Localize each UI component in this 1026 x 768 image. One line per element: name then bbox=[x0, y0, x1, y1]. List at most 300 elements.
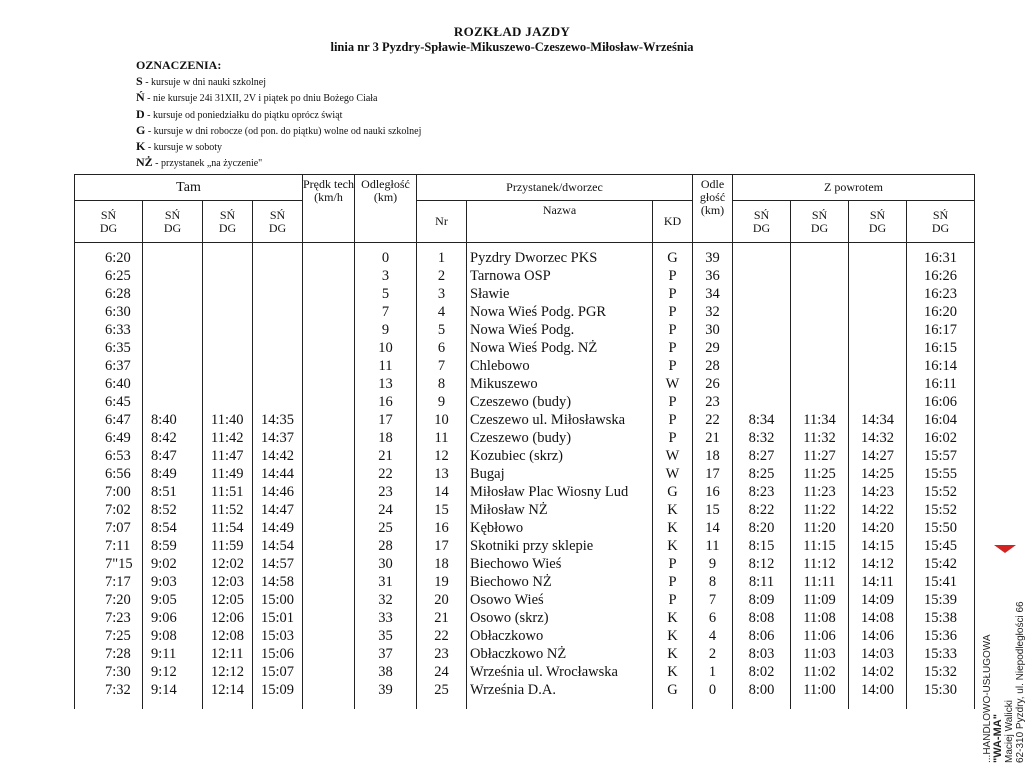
table-row bbox=[75, 663, 975, 681]
departure-time: 12:11 bbox=[203, 645, 253, 663]
stop-number: 7 bbox=[417, 357, 467, 375]
distance-cell: 32 bbox=[355, 591, 417, 609]
departure-time: 14:47 bbox=[253, 501, 303, 519]
return-time: 8:02 bbox=[733, 663, 791, 681]
stop-name: Czeszewo ul. Miłosławska bbox=[467, 411, 653, 429]
return-time: 14:11 bbox=[849, 573, 907, 591]
departure-time bbox=[203, 339, 253, 357]
stop-number: 13 bbox=[417, 465, 467, 483]
departure-time bbox=[143, 303, 203, 321]
table-row bbox=[75, 681, 975, 709]
distance-cell: 38 bbox=[355, 663, 417, 681]
legend-text: - kursuje w dni nauki szkolnej bbox=[142, 77, 266, 89]
table-row bbox=[75, 303, 975, 321]
legend-code: D bbox=[136, 106, 145, 121]
departure-time bbox=[203, 267, 253, 285]
table-row bbox=[75, 501, 975, 519]
stop-number: 25 bbox=[417, 681, 467, 709]
return-time: 16:11 bbox=[907, 375, 975, 393]
departure-time bbox=[253, 285, 303, 303]
legend-code: NŻ bbox=[136, 155, 153, 170]
departure-time: 11:52 bbox=[203, 501, 253, 519]
return-time: 16:15 bbox=[907, 339, 975, 357]
return-time: 15:33 bbox=[907, 645, 975, 663]
return-time bbox=[733, 357, 791, 375]
table-row bbox=[75, 537, 975, 555]
return-time: 8:08 bbox=[733, 609, 791, 627]
stop-number: 22 bbox=[417, 627, 467, 645]
stop-number: 8 bbox=[417, 375, 467, 393]
legend-item bbox=[136, 139, 421, 155]
departure-time: 7:00 bbox=[75, 483, 143, 501]
return-time bbox=[733, 285, 791, 303]
stamp-text bbox=[982, 543, 1026, 763]
departure-time: 11:47 bbox=[203, 447, 253, 465]
stop-number: 20 bbox=[417, 591, 467, 609]
departure-time: 14:49 bbox=[253, 519, 303, 537]
stop-name: Sławie bbox=[467, 285, 653, 303]
speed-cell bbox=[303, 573, 355, 591]
return-time: 15:30 bbox=[907, 681, 975, 709]
distance-return-cell: 17 bbox=[693, 465, 733, 483]
header-sn-dg bbox=[849, 201, 907, 243]
stamp-line: Maciej Walicki bbox=[1004, 700, 1015, 763]
stop-number: 5 bbox=[417, 321, 467, 339]
stop-name: Września D.A. bbox=[467, 681, 653, 709]
header-sn: SŃ bbox=[100, 207, 117, 222]
return-time: 8:03 bbox=[733, 645, 791, 663]
departure-time: 6:45 bbox=[75, 393, 143, 411]
departure-time: 7"15 bbox=[75, 555, 143, 573]
return-time: 11:12 bbox=[791, 555, 849, 573]
return-time: 15:57 bbox=[907, 447, 975, 465]
speed-cell bbox=[303, 303, 355, 321]
distance-return-cell: 16 bbox=[693, 483, 733, 501]
table-row bbox=[75, 393, 975, 411]
return-time bbox=[733, 321, 791, 339]
departure-time: 7:30 bbox=[75, 663, 143, 681]
header-sn: SŃ bbox=[219, 207, 236, 222]
table-row bbox=[75, 357, 975, 375]
return-time: 14:03 bbox=[849, 645, 907, 663]
table-row bbox=[75, 519, 975, 537]
departure-time: 12:05 bbox=[203, 591, 253, 609]
distance-return-cell: 8 bbox=[693, 573, 733, 591]
header-przystanek: Przystanek/dworzec bbox=[417, 175, 693, 201]
distance-cell: 0 bbox=[355, 243, 417, 268]
table-row bbox=[75, 591, 975, 609]
departure-time: 9:11 bbox=[143, 645, 203, 663]
stop-kd: W bbox=[653, 447, 693, 465]
return-time: 16:20 bbox=[907, 303, 975, 321]
header-sn-dg bbox=[75, 201, 143, 243]
return-time: 8:32 bbox=[733, 429, 791, 447]
return-time: 14:23 bbox=[849, 483, 907, 501]
stop-kd: G bbox=[653, 243, 693, 268]
departure-time: 9:05 bbox=[143, 591, 203, 609]
distance-return-cell: 2 bbox=[693, 645, 733, 663]
header-powrot: Z powrotem bbox=[733, 175, 975, 201]
departure-time bbox=[143, 339, 203, 357]
return-time bbox=[791, 393, 849, 411]
return-time: 8:25 bbox=[733, 465, 791, 483]
stop-kd: P bbox=[653, 339, 693, 357]
distance-cell: 21 bbox=[355, 447, 417, 465]
table-row bbox=[75, 243, 975, 268]
speed-cell bbox=[303, 501, 355, 519]
return-time bbox=[849, 321, 907, 339]
distance-return-cell: 32 bbox=[693, 303, 733, 321]
speed-cell bbox=[303, 519, 355, 537]
return-time: 15:41 bbox=[907, 573, 975, 591]
stop-name: Miłosław NŻ bbox=[467, 501, 653, 519]
departure-time bbox=[253, 339, 303, 357]
return-time bbox=[849, 339, 907, 357]
return-time bbox=[733, 375, 791, 393]
stop-number: 19 bbox=[417, 573, 467, 591]
stop-number: 4 bbox=[417, 303, 467, 321]
departure-time: 7:17 bbox=[75, 573, 143, 591]
return-time: 14:15 bbox=[849, 537, 907, 555]
distance-cell: 9 bbox=[355, 321, 417, 339]
stop-kd: P bbox=[653, 267, 693, 285]
table-row bbox=[75, 645, 975, 663]
stop-kd: P bbox=[653, 321, 693, 339]
header-dg: DG bbox=[868, 220, 887, 235]
stop-kd: P bbox=[653, 429, 693, 447]
return-time: 14:34 bbox=[849, 411, 907, 429]
departure-time bbox=[253, 393, 303, 411]
legend-text: - kursuje w soboty bbox=[145, 142, 223, 154]
header-sn: SŃ bbox=[753, 207, 770, 222]
stop-kd: P bbox=[653, 555, 693, 573]
return-time bbox=[791, 303, 849, 321]
header-sn-dg bbox=[253, 201, 303, 243]
table-row bbox=[75, 429, 975, 447]
departure-time bbox=[143, 267, 203, 285]
distance-cell: 5 bbox=[355, 285, 417, 303]
return-time: 14:08 bbox=[849, 609, 907, 627]
table-row bbox=[75, 627, 975, 645]
document-title: ROZKŁAD JAZDY bbox=[453, 24, 571, 39]
stop-number: 11 bbox=[417, 429, 467, 447]
return-time bbox=[791, 339, 849, 357]
header-dg: DG bbox=[752, 220, 771, 235]
departure-time: 8:51 bbox=[143, 483, 203, 501]
departure-time bbox=[253, 375, 303, 393]
table-row bbox=[75, 375, 975, 393]
departure-time: 11:40 bbox=[203, 411, 253, 429]
return-time: 14:09 bbox=[849, 591, 907, 609]
departure-time bbox=[203, 393, 253, 411]
header-tam: Tam bbox=[75, 175, 303, 201]
stop-name: Kębłowo bbox=[467, 519, 653, 537]
return-time: 11:15 bbox=[791, 537, 849, 555]
return-time: 15:36 bbox=[907, 627, 975, 645]
stop-number: 6 bbox=[417, 339, 467, 357]
table-row bbox=[75, 609, 975, 627]
distance-cell: 23 bbox=[355, 483, 417, 501]
distance-cell: 30 bbox=[355, 555, 417, 573]
speed-cell bbox=[303, 681, 355, 709]
header-nr: Nr bbox=[417, 201, 467, 243]
return-time: 16:26 bbox=[907, 267, 975, 285]
departure-time: 15:00 bbox=[253, 591, 303, 609]
return-time: 11:09 bbox=[791, 591, 849, 609]
departure-time bbox=[143, 375, 203, 393]
return-time: 15:32 bbox=[907, 663, 975, 681]
return-time: 11:03 bbox=[791, 645, 849, 663]
return-time: 11:23 bbox=[791, 483, 849, 501]
stop-name: Kozubiec (skrz) bbox=[467, 447, 653, 465]
legend-code: Ń bbox=[136, 90, 145, 105]
departure-time bbox=[143, 393, 203, 411]
stop-number: 23 bbox=[417, 645, 467, 663]
speed-cell bbox=[303, 465, 355, 483]
departure-time: 7:07 bbox=[75, 519, 143, 537]
return-time: 14:22 bbox=[849, 501, 907, 519]
stop-name: Biechowo Wieś bbox=[467, 555, 653, 573]
distance-return-cell: 15 bbox=[693, 501, 733, 519]
return-time: 11:22 bbox=[791, 501, 849, 519]
return-time bbox=[849, 243, 907, 268]
departure-time: 11:54 bbox=[203, 519, 253, 537]
departure-time: 9:06 bbox=[143, 609, 203, 627]
return-time bbox=[791, 357, 849, 375]
return-time: 16:04 bbox=[907, 411, 975, 429]
departure-time: 15:01 bbox=[253, 609, 303, 627]
stop-name: Września ul. Wrocławska bbox=[467, 663, 653, 681]
header-dg: DG bbox=[810, 220, 829, 235]
stop-kd: K bbox=[653, 627, 693, 645]
departure-time: 8:52 bbox=[143, 501, 203, 519]
stop-kd: P bbox=[653, 411, 693, 429]
distance-cell: 22 bbox=[355, 465, 417, 483]
departure-time bbox=[143, 285, 203, 303]
legend-code: G bbox=[136, 122, 146, 137]
stop-number: 10 bbox=[417, 411, 467, 429]
stop-name: Obłaczkowo NŻ bbox=[467, 645, 653, 663]
stop-number: 3 bbox=[417, 285, 467, 303]
departure-time: 11:51 bbox=[203, 483, 253, 501]
departure-time: 6:35 bbox=[75, 339, 143, 357]
stop-kd: G bbox=[653, 681, 693, 709]
departure-time: 14:37 bbox=[253, 429, 303, 447]
stop-name: Osowo Wieś bbox=[467, 591, 653, 609]
distance-cell: 7 bbox=[355, 303, 417, 321]
return-time: 11:32 bbox=[791, 429, 849, 447]
departure-time: 12:03 bbox=[203, 573, 253, 591]
distance-cell: 35 bbox=[355, 627, 417, 645]
stamp-line: ...HANDLOWO-USŁUGOWA bbox=[982, 634, 993, 763]
departure-time: 12:14 bbox=[203, 681, 253, 709]
speed-cell bbox=[303, 627, 355, 645]
stop-name: Mikuszewo bbox=[467, 375, 653, 393]
departure-time: 14:54 bbox=[253, 537, 303, 555]
return-time: 16:06 bbox=[907, 393, 975, 411]
timetable-body bbox=[75, 243, 975, 710]
header-dg: DG bbox=[931, 220, 950, 235]
distance-return-cell: 29 bbox=[693, 339, 733, 357]
departure-time: 7:32 bbox=[75, 681, 143, 709]
stop-name: Pyzdry Dworzec PKS bbox=[467, 243, 653, 268]
departure-time bbox=[143, 321, 203, 339]
return-time: 15:50 bbox=[907, 519, 975, 537]
distance-return-cell: 30 bbox=[693, 321, 733, 339]
return-time: 8:06 bbox=[733, 627, 791, 645]
return-time: 14:00 bbox=[849, 681, 907, 709]
speed-cell bbox=[303, 447, 355, 465]
table-row bbox=[75, 483, 975, 501]
return-time bbox=[733, 243, 791, 268]
return-time: 8:27 bbox=[733, 447, 791, 465]
departure-time bbox=[203, 375, 253, 393]
stop-name: Biechowo NŻ bbox=[467, 573, 653, 591]
departure-time: 6:25 bbox=[75, 267, 143, 285]
distance-return-cell: 23 bbox=[693, 393, 733, 411]
distance-return-cell: 39 bbox=[693, 243, 733, 268]
stop-kd: K bbox=[653, 663, 693, 681]
return-time: 14:12 bbox=[849, 555, 907, 573]
departure-time: 12:12 bbox=[203, 663, 253, 681]
stop-name: Nowa Wieś Podg. PGR bbox=[467, 303, 653, 321]
return-time: 11:08 bbox=[791, 609, 849, 627]
distance-cell: 18 bbox=[355, 429, 417, 447]
departure-time: 11:49 bbox=[203, 465, 253, 483]
return-time bbox=[849, 393, 907, 411]
departure-time bbox=[253, 321, 303, 339]
return-time bbox=[849, 375, 907, 393]
stamp-line: "WA-MA" bbox=[992, 714, 1004, 763]
legend-item bbox=[136, 123, 421, 139]
stop-name: Bugaj bbox=[467, 465, 653, 483]
departure-time: 6:33 bbox=[75, 321, 143, 339]
legend-heading: OZNACZENIA: bbox=[136, 58, 222, 72]
legend-text: - przystanek „na życzenie" bbox=[152, 158, 263, 170]
distance-return-cell: 0 bbox=[693, 681, 733, 709]
company-stamp bbox=[980, 545, 1024, 765]
speed-cell bbox=[303, 321, 355, 339]
distance-return-cell: 34 bbox=[693, 285, 733, 303]
return-time: 8:00 bbox=[733, 681, 791, 709]
stop-number: 24 bbox=[417, 663, 467, 681]
header-odleglosc-2: Odle głość (km) bbox=[693, 175, 733, 243]
distance-return-cell: 6 bbox=[693, 609, 733, 627]
return-time bbox=[733, 339, 791, 357]
departure-time: 7:25 bbox=[75, 627, 143, 645]
departure-time: 7:11 bbox=[75, 537, 143, 555]
document-subtitle: linia nr 3 Pyzdry-Spławie-Mikuszewo-Czeszewo-Miłosław-Września bbox=[330, 40, 694, 54]
return-time: 15:52 bbox=[907, 501, 975, 519]
speed-cell bbox=[303, 555, 355, 573]
stop-number: 17 bbox=[417, 537, 467, 555]
return-time: 8:09 bbox=[733, 591, 791, 609]
departure-time: 6:56 bbox=[75, 465, 143, 483]
header-sn: SŃ bbox=[164, 207, 181, 222]
speed-cell bbox=[303, 393, 355, 411]
stop-kd: P bbox=[653, 393, 693, 411]
speed-cell bbox=[303, 537, 355, 555]
departure-time: 12:06 bbox=[203, 609, 253, 627]
return-time: 11:02 bbox=[791, 663, 849, 681]
return-time: 11:25 bbox=[791, 465, 849, 483]
return-time: 15:42 bbox=[907, 555, 975, 573]
departure-time: 15:09 bbox=[253, 681, 303, 709]
speed-cell bbox=[303, 609, 355, 627]
header-dg: DG bbox=[163, 220, 182, 235]
header-dg: DG bbox=[218, 220, 237, 235]
return-time bbox=[733, 393, 791, 411]
stop-number: 21 bbox=[417, 609, 467, 627]
departure-time: 6:49 bbox=[75, 429, 143, 447]
header-sn: SŃ bbox=[932, 207, 949, 222]
legend-item bbox=[136, 74, 421, 90]
legend-text: - kursuje w dni robocze (od pon. do piątku) wolne od nauki szkolnej bbox=[145, 125, 422, 137]
return-time: 11:06 bbox=[791, 627, 849, 645]
distance-return-cell: 7 bbox=[693, 591, 733, 609]
return-time: 14:25 bbox=[849, 465, 907, 483]
speed-cell bbox=[303, 591, 355, 609]
legend-item bbox=[136, 155, 421, 171]
stop-number: 2 bbox=[417, 267, 467, 285]
departure-time bbox=[253, 267, 303, 285]
table-row bbox=[75, 285, 975, 303]
return-time: 8:11 bbox=[733, 573, 791, 591]
legend-text: - nie kursuje 24i 31XII, 2V i piątek po dniu Bożego Ciała bbox=[144, 93, 378, 105]
legend-text: - kursuje od poniedziałku do piątku oprócz świąt bbox=[144, 109, 343, 121]
departure-time: 11:59 bbox=[203, 537, 253, 555]
stop-name: Czeszewo (budy) bbox=[467, 429, 653, 447]
return-time: 8:34 bbox=[733, 411, 791, 429]
header-kd: KD bbox=[653, 201, 693, 243]
departure-time: 9:14 bbox=[143, 681, 203, 709]
return-time: 11:34 bbox=[791, 411, 849, 429]
departure-time: 6:30 bbox=[75, 303, 143, 321]
return-time: 16:31 bbox=[907, 243, 975, 268]
return-time: 8:23 bbox=[733, 483, 791, 501]
stop-name: Osowo (skrz) bbox=[467, 609, 653, 627]
distance-cell: 10 bbox=[355, 339, 417, 357]
return-time bbox=[791, 375, 849, 393]
stop-name: Miłosław Plac Wiosny Lud bbox=[467, 483, 653, 501]
header-sn-dg bbox=[733, 201, 791, 243]
departure-time: 9:02 bbox=[143, 555, 203, 573]
departure-time bbox=[203, 285, 253, 303]
departure-time: 6:37 bbox=[75, 357, 143, 375]
stop-number: 9 bbox=[417, 393, 467, 411]
legend-item bbox=[136, 90, 421, 106]
departure-time: 8:42 bbox=[143, 429, 203, 447]
departure-time: 6:53 bbox=[75, 447, 143, 465]
distance-cell: 13 bbox=[355, 375, 417, 393]
departure-time: 8:49 bbox=[143, 465, 203, 483]
return-time: 14:06 bbox=[849, 627, 907, 645]
table-row bbox=[75, 267, 975, 285]
speed-cell bbox=[303, 411, 355, 429]
table-row bbox=[75, 573, 975, 591]
stop-kd: P bbox=[653, 303, 693, 321]
speed-cell bbox=[303, 645, 355, 663]
stop-kd: P bbox=[653, 357, 693, 375]
stop-number: 12 bbox=[417, 447, 467, 465]
return-time: 8:15 bbox=[733, 537, 791, 555]
departure-time: 15:03 bbox=[253, 627, 303, 645]
speed-cell bbox=[303, 339, 355, 357]
departure-time bbox=[253, 243, 303, 268]
departure-time: 14:57 bbox=[253, 555, 303, 573]
return-time bbox=[733, 303, 791, 321]
return-time bbox=[791, 321, 849, 339]
